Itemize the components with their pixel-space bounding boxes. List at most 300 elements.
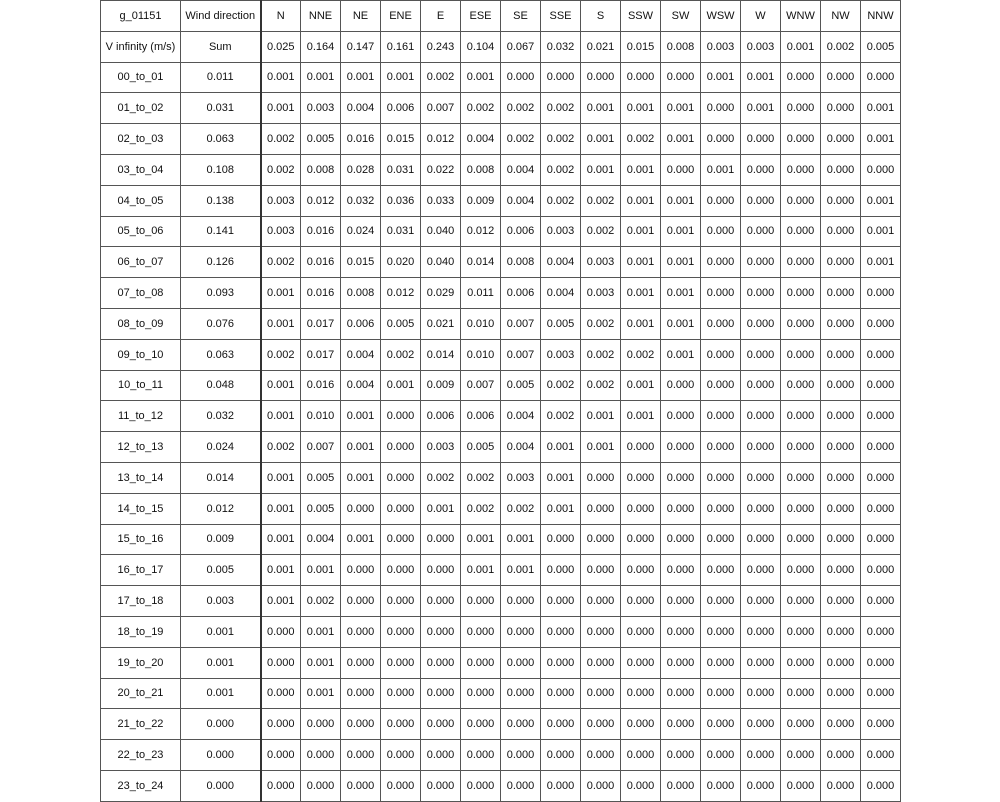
table-body <box>101 1 901 802</box>
value-cell: 0.000 <box>301 740 341 771</box>
value-cell: 0.000 <box>421 555 461 586</box>
speed-bin-cell: 10_to_11 <box>101 370 181 401</box>
value-cell: 0.000 <box>581 647 621 678</box>
value-cell: 0.002 <box>421 462 461 493</box>
value-cell: 0.000 <box>541 616 581 647</box>
value-cell: 0.000 <box>581 555 621 586</box>
value-cell: 0.001 <box>621 185 661 216</box>
value-cell: 0.000 <box>421 647 461 678</box>
value-cell: 0.000 <box>581 524 621 555</box>
value-cell: 0.004 <box>341 370 381 401</box>
value-cell: 0.000 <box>581 678 621 709</box>
value-cell: 0.000 <box>701 401 741 432</box>
value-cell: 0.001 <box>661 308 701 339</box>
value-cell: 0.000 <box>741 370 781 401</box>
table-row <box>101 124 901 155</box>
table-row <box>101 247 901 278</box>
value-cell: 0.000 <box>741 432 781 463</box>
value-cell: 0.000 <box>821 709 861 740</box>
value-cell: 0.000 <box>781 647 821 678</box>
value-cell: 0.000 <box>421 524 461 555</box>
value-cell: 0.000 <box>821 93 861 124</box>
value-cell: 0.001 <box>261 62 301 93</box>
value-cell: 0.001 <box>661 124 701 155</box>
value-cell: 0.000 <box>621 740 661 771</box>
value-cell: 0.000 <box>861 678 901 709</box>
value-cell: 0.000 <box>621 770 661 801</box>
value-cell: 0.007 <box>421 93 461 124</box>
value-cell: 0.000 <box>461 647 501 678</box>
value-cell: 0.000 <box>821 678 861 709</box>
value-cell: 0.000 <box>861 308 901 339</box>
value-cell: 0.002 <box>501 493 541 524</box>
value-cell: 0.000 <box>341 770 381 801</box>
table-row <box>101 678 901 709</box>
value-cell: 0.000 <box>821 62 861 93</box>
table-row <box>101 339 901 370</box>
value-cell: 0.000 <box>621 62 661 93</box>
value-cell: 0.000 <box>821 524 861 555</box>
value-cell: 0.004 <box>341 93 381 124</box>
value-cell: 0.000 <box>381 401 421 432</box>
speed-bin-cell: V infinity (m/s) <box>101 31 181 62</box>
value-cell: 0.029 <box>421 278 461 309</box>
value-cell: 0.000 <box>621 555 661 586</box>
value-cell: 0.031 <box>381 154 421 185</box>
table-row <box>101 709 901 740</box>
sum-cell: 0.012 <box>181 493 261 524</box>
value-cell: 0.033 <box>421 185 461 216</box>
value-cell: 0.003 <box>261 216 301 247</box>
value-cell: 0.009 <box>461 185 501 216</box>
value-cell: 0.000 <box>741 462 781 493</box>
sum-cell: 0.003 <box>181 586 261 617</box>
value-cell: 0.000 <box>861 709 901 740</box>
wind-frequency-table <box>100 0 901 802</box>
value-cell: 0.000 <box>661 524 701 555</box>
value-cell: 0.000 <box>821 616 861 647</box>
value-cell: 0.000 <box>661 709 701 740</box>
value-cell: 0.000 <box>621 586 661 617</box>
value-cell: 0.000 <box>821 586 861 617</box>
value-cell: 0.004 <box>501 401 541 432</box>
value-cell: 0.004 <box>301 524 341 555</box>
value-cell: 0.005 <box>461 432 501 463</box>
sum-cell: 0.063 <box>181 124 261 155</box>
value-cell: 0.000 <box>781 93 821 124</box>
value-cell: 0.000 <box>741 154 781 185</box>
value-cell: 0.000 <box>461 740 501 771</box>
speed-bin-cell: 22_to_23 <box>101 740 181 771</box>
sum-cell: 0.141 <box>181 216 261 247</box>
value-cell: 0.004 <box>541 247 581 278</box>
value-cell: 0.001 <box>661 216 701 247</box>
value-cell: 0.000 <box>381 493 421 524</box>
wind-direction-header: Wind direction <box>181 1 261 32</box>
value-cell: 0.000 <box>661 740 701 771</box>
value-cell: 0.001 <box>261 524 301 555</box>
value-cell: 0.000 <box>701 709 741 740</box>
value-cell: 0.002 <box>461 93 501 124</box>
value-cell: 0.001 <box>341 62 381 93</box>
direction-header-cell: N <box>261 1 301 32</box>
sum-cell: 0.126 <box>181 247 261 278</box>
value-cell: 0.000 <box>381 555 421 586</box>
table-row <box>101 370 901 401</box>
value-cell: 0.015 <box>341 247 381 278</box>
value-cell: 0.001 <box>861 93 901 124</box>
value-cell: 0.000 <box>381 462 421 493</box>
value-cell: 0.001 <box>661 247 701 278</box>
value-cell: 0.000 <box>821 647 861 678</box>
value-cell: 0.000 <box>821 462 861 493</box>
value-cell: 0.000 <box>661 555 701 586</box>
table-row <box>101 31 901 62</box>
speed-bin-cell: 19_to_20 <box>101 647 181 678</box>
value-cell: 0.001 <box>301 678 341 709</box>
value-cell: 0.000 <box>421 740 461 771</box>
value-cell: 0.000 <box>781 678 821 709</box>
value-cell: 0.001 <box>581 154 621 185</box>
value-cell: 0.164 <box>301 31 341 62</box>
value-cell: 0.005 <box>861 31 901 62</box>
value-cell: 0.000 <box>781 308 821 339</box>
value-cell: 0.000 <box>581 586 621 617</box>
direction-header-cell: WSW <box>701 1 741 32</box>
value-cell: 0.001 <box>261 555 301 586</box>
value-cell: 0.022 <box>421 154 461 185</box>
value-cell: 0.000 <box>861 154 901 185</box>
value-cell: 0.001 <box>341 462 381 493</box>
direction-header-cell: SW <box>661 1 701 32</box>
value-cell: 0.002 <box>541 154 581 185</box>
value-cell: 0.000 <box>581 709 621 740</box>
value-cell: 0.001 <box>541 432 581 463</box>
value-cell: 0.000 <box>821 401 861 432</box>
value-cell: 0.012 <box>301 185 341 216</box>
direction-header-cell: NNW <box>861 1 901 32</box>
value-cell: 0.000 <box>541 709 581 740</box>
value-cell: 0.005 <box>301 493 341 524</box>
value-cell: 0.003 <box>421 432 461 463</box>
value-cell: 0.000 <box>861 740 901 771</box>
value-cell: 0.000 <box>781 493 821 524</box>
table-row <box>101 493 901 524</box>
value-cell: 0.009 <box>421 370 461 401</box>
value-cell: 0.001 <box>581 124 621 155</box>
value-cell: 0.000 <box>781 524 821 555</box>
table-row <box>101 401 901 432</box>
direction-header-cell: ENE <box>381 1 421 32</box>
value-cell: 0.000 <box>781 770 821 801</box>
value-cell: 0.000 <box>581 493 621 524</box>
value-cell: 0.008 <box>341 278 381 309</box>
value-cell: 0.000 <box>701 124 741 155</box>
table-row <box>101 62 901 93</box>
value-cell: 0.000 <box>541 524 581 555</box>
value-cell: 0.003 <box>701 31 741 62</box>
value-cell: 0.000 <box>861 524 901 555</box>
station-id-cell: g_01151 <box>101 1 181 32</box>
table-row <box>101 93 901 124</box>
value-cell: 0.000 <box>821 185 861 216</box>
value-cell: 0.012 <box>421 124 461 155</box>
value-cell: 0.000 <box>701 247 741 278</box>
value-cell: 0.001 <box>741 93 781 124</box>
value-cell: 0.012 <box>381 278 421 309</box>
value-cell: 0.000 <box>701 185 741 216</box>
value-cell: 0.000 <box>861 278 901 309</box>
speed-bin-cell: 12_to_13 <box>101 432 181 463</box>
value-cell: 0.005 <box>381 308 421 339</box>
value-cell: 0.000 <box>861 339 901 370</box>
table-row <box>101 216 901 247</box>
value-cell: 0.104 <box>461 31 501 62</box>
value-cell: 0.000 <box>781 154 821 185</box>
direction-header-cell: E <box>421 1 461 32</box>
value-cell: 0.002 <box>581 370 621 401</box>
value-cell: 0.032 <box>541 31 581 62</box>
value-cell: 0.000 <box>781 616 821 647</box>
value-cell: 0.000 <box>861 586 901 617</box>
table-row <box>101 432 901 463</box>
value-cell: 0.000 <box>861 62 901 93</box>
value-cell: 0.016 <box>301 370 341 401</box>
value-cell: 0.000 <box>861 493 901 524</box>
value-cell: 0.000 <box>701 678 741 709</box>
value-cell: 0.000 <box>461 586 501 617</box>
value-cell: 0.002 <box>501 93 541 124</box>
value-cell: 0.000 <box>861 555 901 586</box>
value-cell: 0.000 <box>381 586 421 617</box>
direction-header-cell: SSE <box>541 1 581 32</box>
value-cell: 0.001 <box>661 278 701 309</box>
value-cell: 0.001 <box>741 62 781 93</box>
value-cell: 0.000 <box>701 432 741 463</box>
value-cell: 0.000 <box>621 616 661 647</box>
value-cell: 0.000 <box>541 586 581 617</box>
value-cell: 0.000 <box>581 770 621 801</box>
value-cell: 0.005 <box>501 370 541 401</box>
value-cell: 0.001 <box>461 524 501 555</box>
sum-cell: 0.000 <box>181 770 261 801</box>
value-cell: 0.036 <box>381 185 421 216</box>
value-cell: 0.002 <box>301 586 341 617</box>
value-cell: 0.000 <box>381 432 421 463</box>
speed-bin-cell: 04_to_05 <box>101 185 181 216</box>
value-cell: 0.001 <box>261 401 301 432</box>
value-cell: 0.001 <box>261 493 301 524</box>
value-cell: 0.002 <box>541 370 581 401</box>
value-cell: 0.003 <box>261 185 301 216</box>
sum-cell: Sum <box>181 31 261 62</box>
value-cell: 0.000 <box>341 555 381 586</box>
value-cell: 0.000 <box>741 401 781 432</box>
value-cell: 0.000 <box>741 339 781 370</box>
value-cell: 0.000 <box>261 709 301 740</box>
speed-bin-cell: 11_to_12 <box>101 401 181 432</box>
value-cell: 0.000 <box>621 432 661 463</box>
value-cell: 0.001 <box>261 308 301 339</box>
value-cell: 0.002 <box>261 124 301 155</box>
value-cell: 0.000 <box>781 185 821 216</box>
value-cell: 0.006 <box>501 278 541 309</box>
table-row <box>101 770 901 801</box>
value-cell: 0.000 <box>581 462 621 493</box>
value-cell: 0.000 <box>741 770 781 801</box>
value-cell: 0.001 <box>781 31 821 62</box>
value-cell: 0.032 <box>341 185 381 216</box>
value-cell: 0.000 <box>261 678 301 709</box>
value-cell: 0.000 <box>661 62 701 93</box>
direction-header-cell: NW <box>821 1 861 32</box>
value-cell: 0.000 <box>821 247 861 278</box>
value-cell: 0.016 <box>341 124 381 155</box>
table-row <box>101 586 901 617</box>
value-cell: 0.000 <box>781 462 821 493</box>
value-cell: 0.003 <box>581 247 621 278</box>
value-cell: 0.000 <box>741 493 781 524</box>
table-row <box>101 185 901 216</box>
value-cell: 0.002 <box>581 308 621 339</box>
value-cell: 0.000 <box>861 462 901 493</box>
value-cell: 0.000 <box>501 62 541 93</box>
value-cell: 0.003 <box>581 278 621 309</box>
value-cell: 0.000 <box>341 586 381 617</box>
value-cell: 0.000 <box>741 709 781 740</box>
value-cell: 0.000 <box>501 678 541 709</box>
value-cell: 0.001 <box>381 370 421 401</box>
speed-bin-cell: 07_to_08 <box>101 278 181 309</box>
speed-bin-cell: 08_to_09 <box>101 308 181 339</box>
speed-bin-cell: 21_to_22 <box>101 709 181 740</box>
value-cell: 0.004 <box>341 339 381 370</box>
value-cell: 0.002 <box>581 185 621 216</box>
value-cell: 0.000 <box>501 586 541 617</box>
value-cell: 0.000 <box>381 616 421 647</box>
value-cell: 0.000 <box>741 586 781 617</box>
value-cell: 0.000 <box>621 524 661 555</box>
value-cell: 0.000 <box>781 370 821 401</box>
value-cell: 0.001 <box>661 185 701 216</box>
value-cell: 0.000 <box>621 709 661 740</box>
speed-bin-cell: 02_to_03 <box>101 124 181 155</box>
table-row <box>101 154 901 185</box>
value-cell: 0.002 <box>581 216 621 247</box>
value-cell: 0.000 <box>701 462 741 493</box>
direction-header-cell: NNE <box>301 1 341 32</box>
value-cell: 0.000 <box>341 493 381 524</box>
value-cell: 0.004 <box>501 154 541 185</box>
value-cell: 0.024 <box>341 216 381 247</box>
value-cell: 0.000 <box>341 616 381 647</box>
value-cell: 0.010 <box>461 339 501 370</box>
value-cell: 0.000 <box>741 216 781 247</box>
value-cell: 0.000 <box>861 770 901 801</box>
value-cell: 0.000 <box>541 740 581 771</box>
value-cell: 0.005 <box>301 462 341 493</box>
value-cell: 0.000 <box>781 124 821 155</box>
value-cell: 0.000 <box>741 124 781 155</box>
value-cell: 0.000 <box>741 616 781 647</box>
value-cell: 0.000 <box>501 770 541 801</box>
table-row <box>101 647 901 678</box>
value-cell: 0.001 <box>621 247 661 278</box>
value-cell: 0.000 <box>581 616 621 647</box>
value-cell: 0.000 <box>821 370 861 401</box>
value-cell: 0.000 <box>661 616 701 647</box>
value-cell: 0.001 <box>301 555 341 586</box>
sum-cell: 0.138 <box>181 185 261 216</box>
sum-cell: 0.001 <box>181 678 261 709</box>
value-cell: 0.001 <box>261 370 301 401</box>
value-cell: 0.000 <box>661 154 701 185</box>
value-cell: 0.028 <box>341 154 381 185</box>
speed-bin-cell: 23_to_24 <box>101 770 181 801</box>
value-cell: 0.006 <box>341 308 381 339</box>
value-cell: 0.000 <box>821 339 861 370</box>
value-cell: 0.000 <box>821 308 861 339</box>
sum-cell: 0.005 <box>181 555 261 586</box>
value-cell: 0.000 <box>421 709 461 740</box>
value-cell: 0.000 <box>701 308 741 339</box>
value-cell: 0.000 <box>701 616 741 647</box>
value-cell: 0.001 <box>501 524 541 555</box>
speed-bin-cell: 14_to_15 <box>101 493 181 524</box>
value-cell: 0.001 <box>861 247 901 278</box>
value-cell: 0.000 <box>861 401 901 432</box>
value-cell: 0.000 <box>381 740 421 771</box>
value-cell: 0.000 <box>821 154 861 185</box>
value-cell: 0.000 <box>581 740 621 771</box>
value-cell: 0.021 <box>421 308 461 339</box>
value-cell: 0.008 <box>661 31 701 62</box>
value-cell: 0.000 <box>821 740 861 771</box>
value-cell: 0.001 <box>621 370 661 401</box>
value-cell: 0.000 <box>781 62 821 93</box>
value-cell: 0.002 <box>421 62 461 93</box>
value-cell: 0.067 <box>501 31 541 62</box>
table-row <box>101 278 901 309</box>
value-cell: 0.001 <box>501 555 541 586</box>
value-cell: 0.000 <box>741 740 781 771</box>
value-cell: 0.000 <box>741 555 781 586</box>
value-cell: 0.000 <box>821 278 861 309</box>
value-cell: 0.002 <box>461 462 501 493</box>
value-cell: 0.015 <box>381 124 421 155</box>
value-cell: 0.000 <box>701 370 741 401</box>
value-cell: 0.004 <box>541 278 581 309</box>
value-cell: 0.002 <box>501 124 541 155</box>
speed-bin-cell: 20_to_21 <box>101 678 181 709</box>
value-cell: 0.014 <box>421 339 461 370</box>
value-cell: 0.000 <box>781 740 821 771</box>
value-cell: 0.000 <box>661 432 701 463</box>
value-cell: 0.006 <box>381 93 421 124</box>
speed-bin-cell: 06_to_07 <box>101 247 181 278</box>
value-cell: 0.001 <box>861 124 901 155</box>
value-cell: 0.000 <box>661 586 701 617</box>
value-cell: 0.000 <box>661 493 701 524</box>
direction-header-cell: NE <box>341 1 381 32</box>
direction-header-cell: ESE <box>461 1 501 32</box>
sum-cell: 0.032 <box>181 401 261 432</box>
value-cell: 0.000 <box>701 555 741 586</box>
sum-cell: 0.048 <box>181 370 261 401</box>
value-cell: 0.000 <box>541 62 581 93</box>
value-cell: 0.000 <box>621 678 661 709</box>
value-cell: 0.000 <box>781 586 821 617</box>
